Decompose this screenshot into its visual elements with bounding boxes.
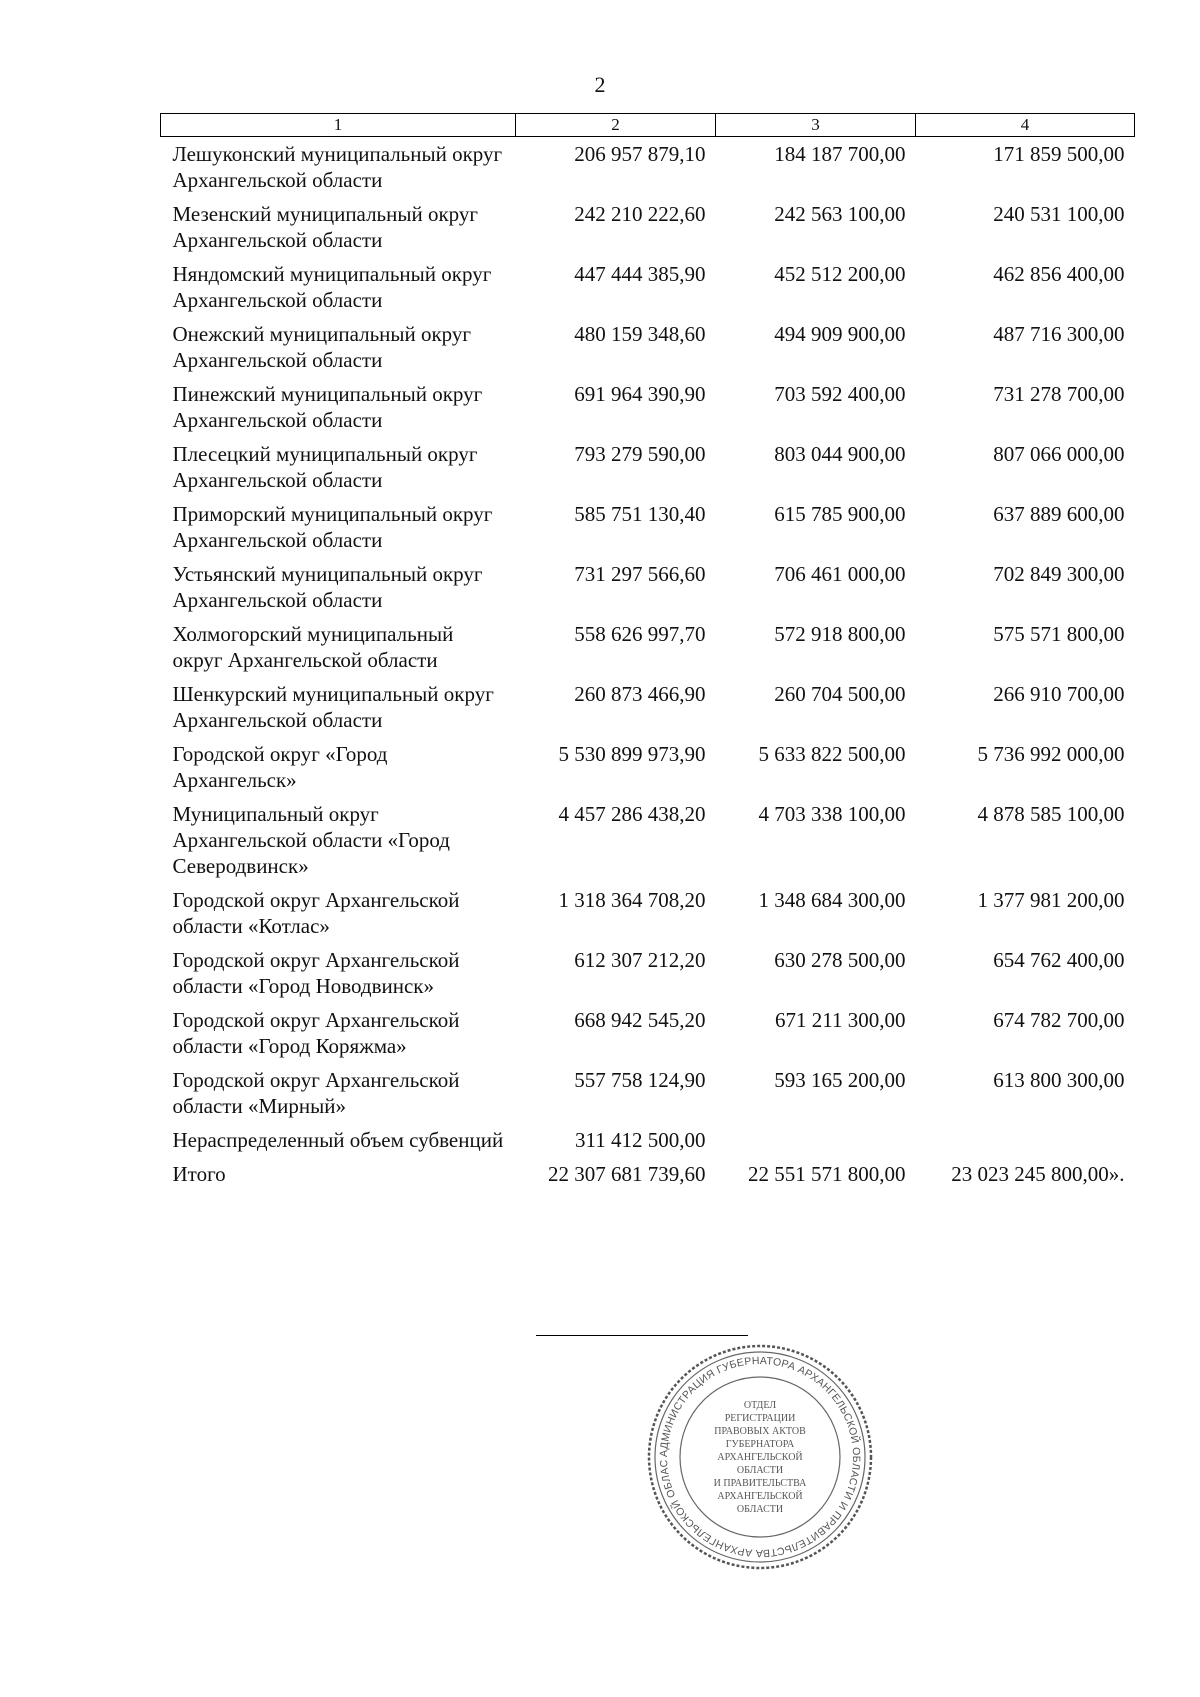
seal-ring-text: АДМИНИСТРАЦИЯ ГУБЕРНАТОРА АРХАНГЕЛЬСКОЙ ОБЛАСТИ И ПРАВИТЕЛЬСТВА АРХАНГЕЛЬСКОЙ ОБЛАС (657, 1354, 863, 1560)
municipality-name-cell: Городской округ Архангельской области «Котлас» (172, 888, 460, 938)
value-col4-cell: 654 762 400,00 (993, 948, 1125, 972)
value-col3-cell: 260 704 500,00 (774, 682, 906, 706)
value-col2-cell: 311 412 500,00 (575, 1128, 706, 1152)
value-col2-cell: 557 758 124,90 (574, 1068, 706, 1092)
value-col3-cell: 1 348 684 300,00 (758, 888, 906, 912)
municipality-name-cell: Холмогорский муниципальный округ Архангельской области (172, 622, 454, 672)
table-body (161, 137, 1135, 1192)
value-col3-cell: 184 187 700,00 (774, 142, 906, 166)
value-col4-cell: 575 571 800,00 (993, 622, 1125, 646)
table-row (161, 317, 1135, 377)
seal-center-line: АРХАНГЕЛЬСКОЙ (717, 1452, 803, 1463)
value-col2-cell: 260 873 466,90 (574, 682, 706, 706)
value-col3-cell: 572 918 800,00 (774, 622, 906, 646)
value-col2-cell: 4 457 286 438,20 (558, 802, 706, 826)
value-col2-cell: 206 957 879,10 (574, 142, 706, 166)
municipality-name-cell: Пинежский муниципальный округ Архангельской области (172, 382, 483, 432)
column-header-3: 3 (716, 114, 916, 137)
municipality-name-cell: Мезенский муниципальный округ Архангельской области (172, 202, 478, 252)
value-col4-cell: 702 849 300,00 (993, 562, 1125, 586)
value-col2-cell: 22 307 681 739,60 (548, 1162, 706, 1186)
value-col2-cell: 612 307 212,20 (574, 948, 706, 972)
value-col3-cell: 615 785 900,00 (774, 502, 906, 526)
table-row (161, 1157, 1135, 1191)
table-row (161, 377, 1135, 437)
value-col3-cell: 803 044 900,00 (774, 442, 906, 466)
seal-center-line: ПРАВОВЫХ АКТОВ (714, 1426, 806, 1437)
municipality-name-cell: Плесецкий муниципальный округ Архангельской области (172, 442, 478, 492)
table-row (161, 737, 1135, 797)
value-col3-cell: 671 211 300,00 (775, 1008, 906, 1032)
value-col4-cell: 240 531 100,00 (993, 202, 1125, 226)
value-col4-cell: 171 859 500,00 (993, 142, 1125, 166)
municipality-name-cell: Лешуконский муниципальный округ Архангельской области (172, 142, 503, 192)
table-row (161, 437, 1135, 497)
table-row (161, 497, 1135, 557)
seal-center-line: ОБЛАСТИ (736, 1504, 784, 1515)
header-row (161, 114, 1135, 137)
municipality-name-cell: Шенкурский муниципальный округ Архангельской области (172, 682, 494, 732)
value-col3-cell: 22 551 571 800,00 (748, 1162, 906, 1186)
table-row (161, 883, 1135, 943)
value-col4-cell: 731 278 700,00 (993, 382, 1125, 406)
table-row (161, 557, 1135, 617)
value-col2-cell: 1 318 364 708,20 (558, 888, 706, 912)
value-col2-cell: 447 444 385,90 (574, 262, 706, 286)
seal-center-line: ОБЛАСТИ (736, 1465, 784, 1476)
municipality-name-cell: Городской округ «Город Архангельск» (172, 742, 388, 792)
table-row (161, 137, 1135, 198)
table-row (161, 943, 1135, 1003)
municipality-name-cell: Онежский муниципальный округ Архангельской области (172, 322, 472, 372)
municipality-name-cell: Муниципальный округ Архангельской области «Город Северодвинск» (172, 802, 450, 878)
value-col3-cell: 5 633 822 500,00 (758, 742, 906, 766)
value-col2-cell: 242 210 222,60 (574, 202, 706, 226)
value-col4-cell: 613 800 300,00 (993, 1068, 1125, 1092)
data-table (160, 113, 1135, 1191)
seal-center-line: РЕГИСТРАЦИИ (724, 1413, 796, 1424)
table-row (161, 677, 1135, 737)
subvention-table (160, 113, 1134, 1191)
value-col4-cell: 5 736 992 000,00 (977, 742, 1125, 766)
municipality-name-cell: Городской округ Архангельской области «Мирный» (172, 1068, 460, 1118)
seal-graphic (645, 1342, 875, 1572)
municipality-name-cell: Нераспределенный объем субвенций (172, 1128, 504, 1152)
value-col2-cell: 668 942 545,20 (574, 1008, 706, 1032)
value-col3-cell: 706 461 000,00 (774, 562, 906, 586)
value-col4-cell: 23 023 245 800,00». (951, 1162, 1125, 1186)
column-header-1: 1 (161, 114, 516, 137)
table-row (161, 1063, 1135, 1123)
page-number: 2 (594, 72, 606, 97)
value-col2-cell: 585 751 130,40 (574, 502, 706, 526)
value-col3-cell: 494 909 900,00 (774, 322, 906, 346)
value-col4-cell: 487 716 300,00 (993, 322, 1125, 346)
table-row (161, 797, 1135, 883)
municipality-name-cell: Няндомский муниципальный округ Архангельской области (172, 262, 492, 312)
value-col3-cell: 242 563 100,00 (774, 202, 906, 226)
signature-line (536, 1335, 748, 1336)
table-row (161, 1123, 1135, 1157)
table-row (161, 257, 1135, 317)
municipality-name-cell: Приморский муниципальный округ Архангельской области (172, 502, 493, 552)
value-col2-cell: 558 626 997,70 (574, 622, 706, 646)
value-col3-cell: 593 165 200,00 (774, 1068, 906, 1092)
value-col3-cell: 703 592 400,00 (774, 382, 906, 406)
value-col2-cell: 5 530 899 973,90 (558, 742, 706, 766)
seal-center-line: ГУБЕРНАТОРА (725, 1439, 795, 1450)
value-col3-cell: 4 703 338 100,00 (758, 802, 906, 826)
value-col2-cell: 691 964 390,90 (574, 382, 706, 406)
municipality-name-cell: Устьянский муниципальный округ Архангельской области (172, 562, 483, 612)
municipality-name-cell: Городской округ Архангельской области «Город Новодвинск» (172, 948, 460, 998)
seal-center-line: АРХАНГЕЛЬСКОЙ (717, 1491, 803, 1502)
value-col2-cell: 731 297 566,60 (574, 562, 706, 586)
column-header-4: 4 (916, 114, 1135, 137)
value-col2-cell: 480 159 348,60 (574, 322, 706, 346)
table-row (161, 1003, 1135, 1063)
column-header-2: 2 (516, 114, 716, 137)
value-col4-cell: 4 878 585 100,00 (977, 802, 1125, 826)
seal-center-line: И ПРАВИТЕЛЬСТВА (713, 1478, 807, 1489)
value-col4-cell (916, 1123, 1135, 1157)
table-row (161, 617, 1135, 677)
official-seal (645, 1342, 875, 1572)
value-col3-cell: 630 278 500,00 (774, 948, 906, 972)
municipality-name-cell: Городской округ Архангельской области «Город Коряжма» (172, 1008, 460, 1058)
value-col2-cell: 793 279 590,00 (574, 442, 706, 466)
value-col4-cell: 807 066 000,00 (993, 442, 1125, 466)
value-col3-cell: 452 512 200,00 (774, 262, 906, 286)
value-col4-cell: 674 782 700,00 (993, 1008, 1125, 1032)
value-col4-cell: 266 910 700,00 (993, 682, 1125, 706)
seal-center-line: ОТДЕЛ (743, 1400, 777, 1411)
table-header (161, 114, 1135, 137)
table-row (161, 197, 1135, 257)
municipality-name-cell: Итого (172, 1162, 226, 1186)
value-col4-cell: 637 889 600,00 (993, 502, 1125, 526)
value-col3-cell (716, 1123, 916, 1157)
value-col4-cell: 1 377 981 200,00 (977, 888, 1125, 912)
svg-text:АДМИНИСТРАЦИЯ ГУБЕРНАТОРА АРХА (645, 1342, 862, 1559)
value-col4-cell: 462 856 400,00 (993, 262, 1125, 286)
